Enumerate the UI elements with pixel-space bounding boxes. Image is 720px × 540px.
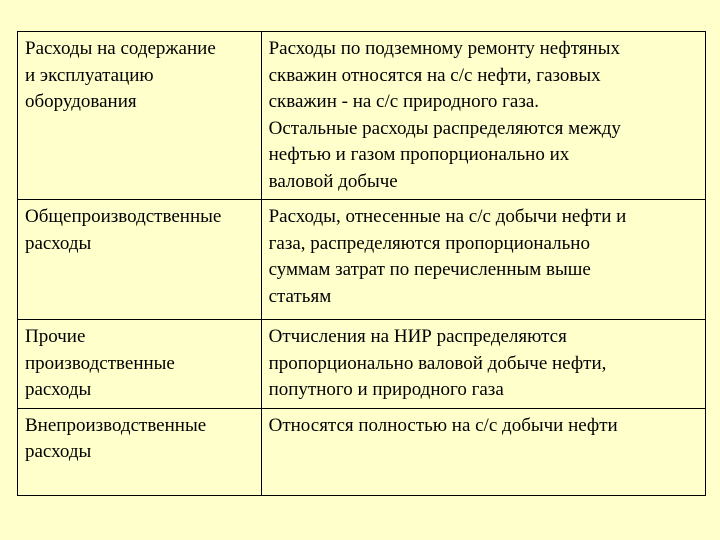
table-row [18,200,706,320]
cell-text-line: пропорционально валовой добыче нефти, [268,352,607,374]
cost-category-cell [18,408,262,495]
cell-text-line: нефтью и газом пропорционально их [268,144,570,165]
cell-text-line: Расходы по подземному ремонту нефтяных [268,38,620,59]
cell-text-line: скважин - на с/с природного газа. [268,91,540,112]
cell-text-line: суммам затрат по перечисленным выше [268,259,591,280]
allocation-rule-cell [261,32,705,200]
cell-text-line: Расходы на содержание [25,38,216,59]
cell-text-line: расходы [25,379,92,400]
cell-text-line: статьям [268,285,332,307]
allocation-rule-cell [261,320,705,409]
cell-text-line: Общепроизводственные [25,206,222,227]
cell-text-line: производственные [25,352,175,374]
cell-text-line: газа, распределяются пропорционально [268,232,590,254]
cell-text-line: скважин относятся на с/с нефти, газовых [268,64,601,86]
cost-category-cell [18,200,262,320]
table-row [18,32,706,200]
cell-text-line: Прочие [25,326,86,347]
cost-category-cell [18,32,262,200]
table-row [18,408,706,495]
cell-text-line: попутного и природного газа [268,379,504,400]
allocation-rule-cell [261,200,705,320]
cell-text-line: Отчисления на НИР распределяются [268,326,567,347]
cell-text-line: Остальные расходы распределяются между [268,117,621,139]
cost-category-cell [18,320,262,409]
cell-text-line: Относятся полностью на с/с добычи нефти [268,414,618,436]
cell-text-line: Внепроизводственные [25,414,207,436]
table-row [18,320,706,409]
cell-text-line: и эксплуатацию [25,64,154,86]
cell-text-line: расходы [25,441,92,462]
allocation-rule-cell [261,408,705,495]
cell-text-line: Расходы, отнесенные на с/с добычи нефти и [268,206,627,227]
cell-text-line: оборудования [25,91,137,112]
cost-allocation-table [17,31,706,496]
cell-text-line: расходы [25,232,92,254]
cell-text-line: валовой добыче [268,170,398,192]
